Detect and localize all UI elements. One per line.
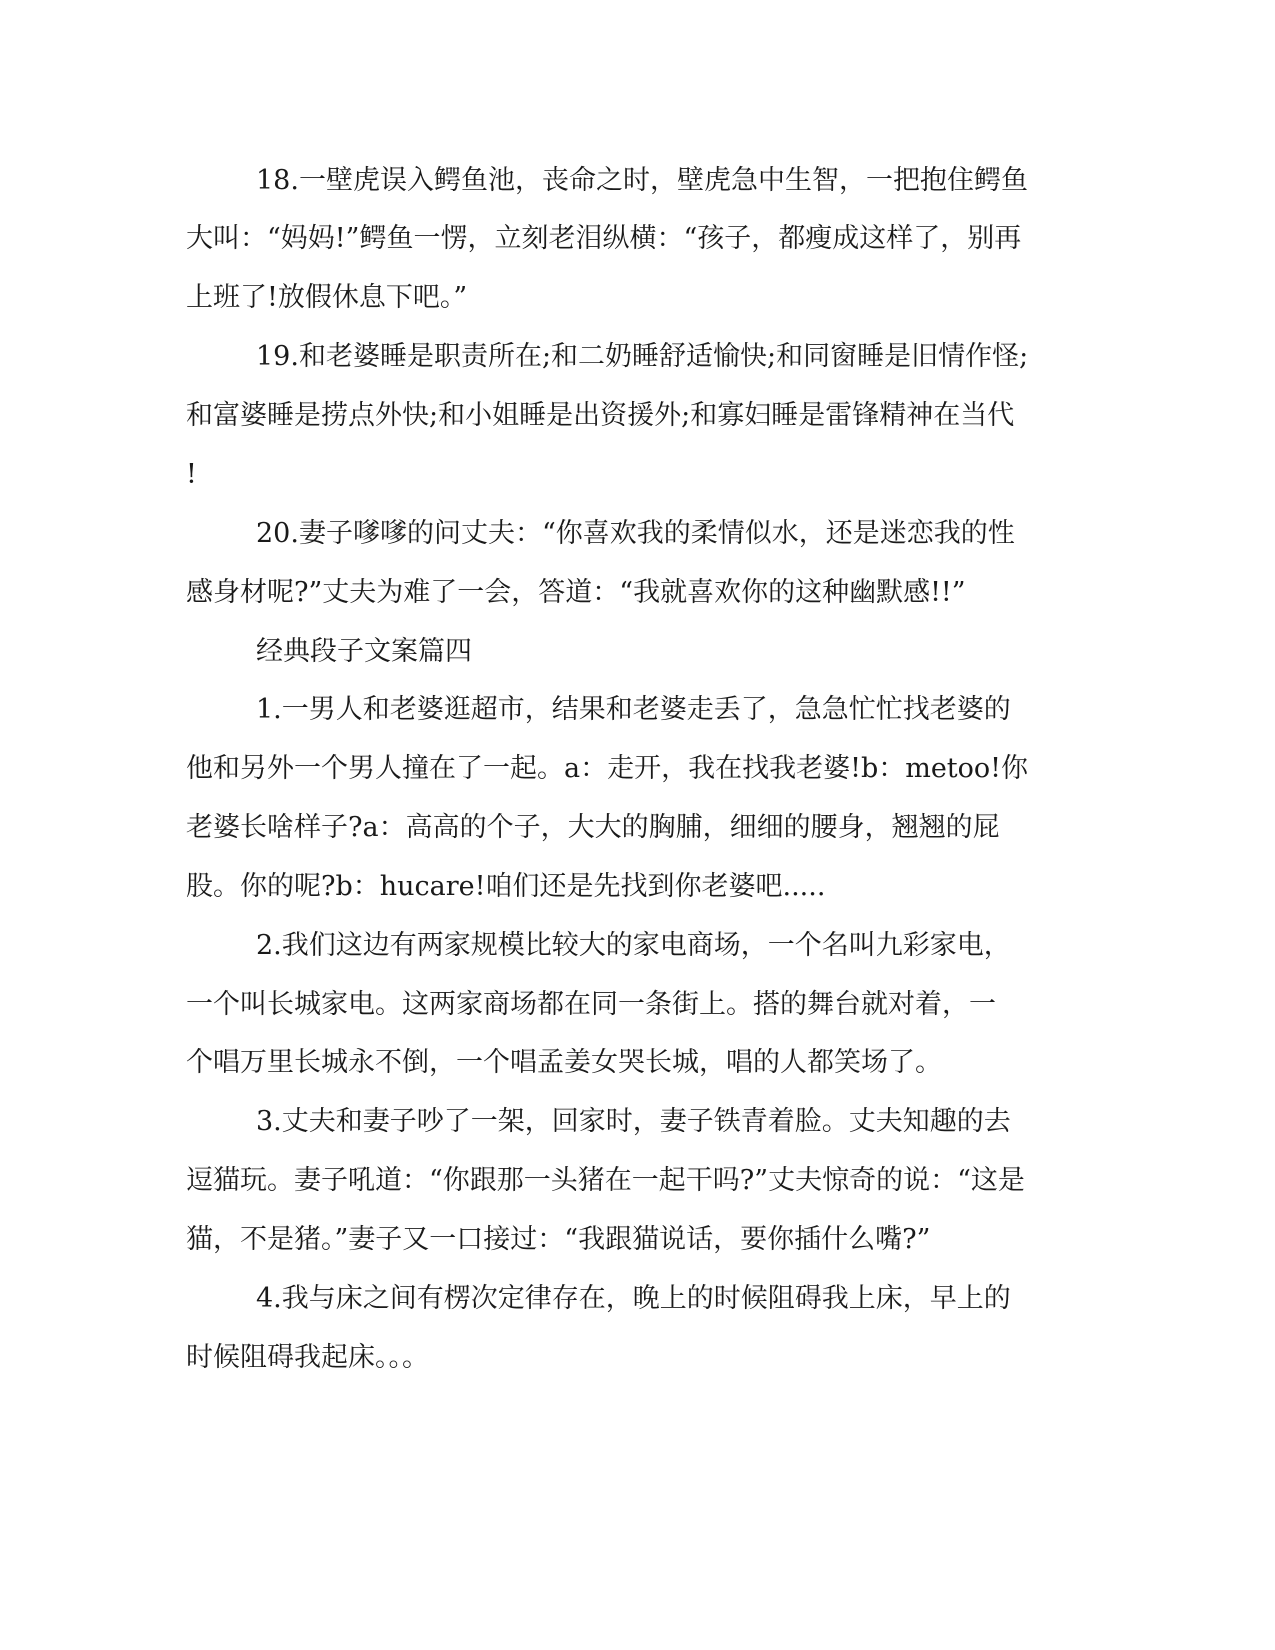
text-line: ! [186, 459, 197, 490]
text-line: 1.一男人和老婆逛超市，结果和老婆走丢了，急急忙忙找老婆的 [256, 694, 1011, 725]
text-line: 2.我们这边有两家规模比较大的家电商场，一个名叫九彩家电， [256, 930, 1011, 961]
section-heading: 经典段子文案篇四 [256, 636, 472, 667]
text-line: 3.丈夫和妻子吵了一架，回家时，妻子铁青着脸。丈夫知趣的去 [256, 1106, 1011, 1137]
text-line: 大叫：“妈妈!”鳄鱼一愣，立刻老泪纵横：“孩子，都瘦成这样了，别再 [186, 223, 1022, 254]
text-line: 老婆长啥样子?a：高高的个子，大大的胸脯，细细的腰身，翘翘的屁 [186, 812, 1000, 843]
text-line: 4.我与床之间有楞次定律存在，晚上的时候阻碍我上床，早上的 [256, 1283, 1011, 1314]
text-line: 他和另外一个男人撞在了一起。a：走开，我在找我老婆!b：metoo!你 [186, 753, 1029, 784]
text-line: 逗猫玩。妻子吼道：“你跟那一头猪在一起干吗?”丈夫惊奇的说：“这是 [186, 1165, 1025, 1196]
text-line: 时候阻碍我起床。。。 [186, 1342, 429, 1373]
text-line: 一个叫长城家电。这两家商场都在同一条街上。搭的舞台就对着，一 [186, 989, 996, 1020]
text-line: 上班了!放假休息下吧。” [186, 282, 468, 313]
text-line: 个唱万里长城永不倒，一个唱孟姜女哭长城，唱的人都笑场了。 [186, 1047, 942, 1078]
text-line: 20.妻子嗲嗲的问丈夫：“你喜欢我的柔情似水，还是迷恋我的性 [256, 518, 1015, 549]
text-line: 和富婆睡是捞点外快;和小姐睡是出资援外;和寡妇睡是雷锋精神在当代 [186, 400, 1015, 431]
text-line: 猫，不是猪。”妻子又一口接过：“我跟猫说话，要你插什么嘴?” [186, 1224, 931, 1255]
text-line: 19.和老婆睡是职责所在;和二奶睡舒适愉快;和同窗睡是旧情作怪; [256, 341, 1029, 372]
text-line: 股。你的呢?b：hucare!咱们还是先找到你老婆吧..... [186, 871, 826, 902]
text-line: 18.一壁虎误入鳄鱼池，丧命之时，壁虎急中生智，一把抱住鳄鱼 [256, 165, 1028, 196]
text-line: 感身材呢?”丈夫为难了一会，答道：“我就喜欢你的这种幽默感!!” [186, 577, 966, 608]
